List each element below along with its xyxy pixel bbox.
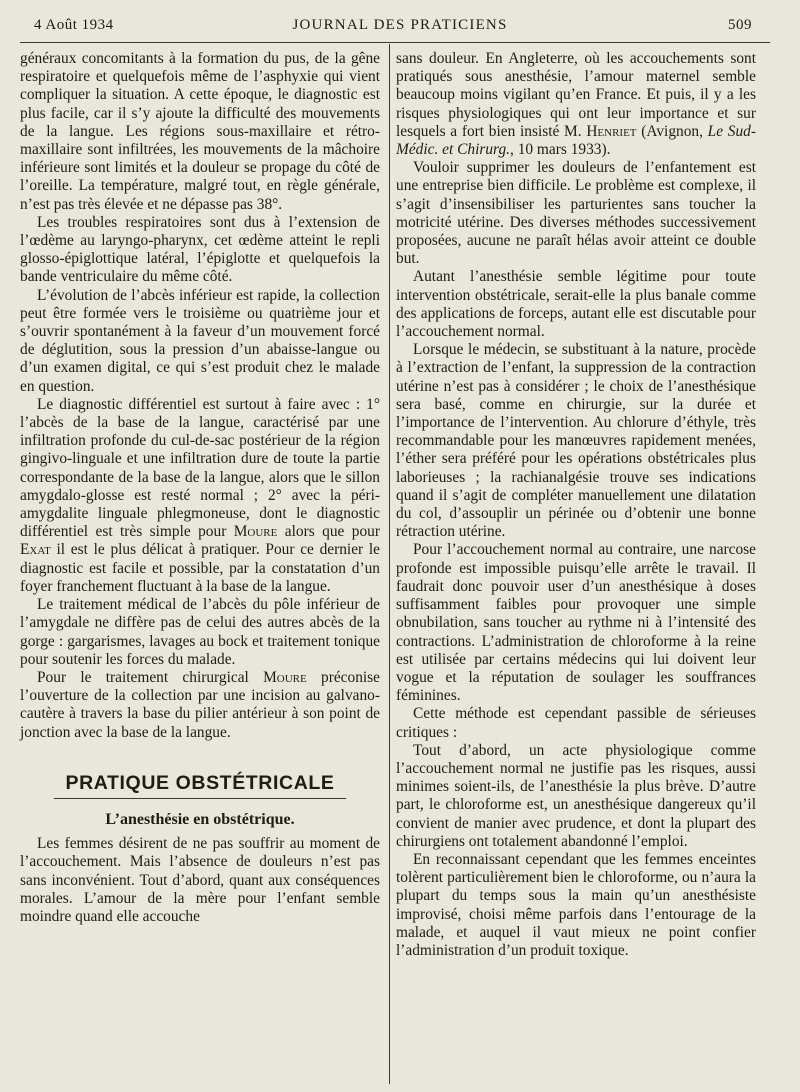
journal-reference: Le Sud-Médic. et Chirurg.: [396, 122, 756, 159]
page-number: 509: [728, 17, 752, 33]
paragraph: Pour l’accouchement normal au contraire, une narcose profonde est impossible puisqu’elle arrête le travail. Il faudrait donc pouvoir user d’un anesthésique à doses suffisamment faibles pour provoquer une simple obnubilation, sans toucher au rythme ni à l’intensité des contractions. L’administration de chloroforme à la reine est utilisée par certains médecins qui lui doivent leur vogue et la réputation de soulager les souffrances féminines.: [396, 541, 756, 705]
text-run: (Avignon,: [636, 122, 708, 140]
text-run: alors que pour: [277, 523, 380, 541]
author-name: Moure: [233, 523, 278, 541]
paragraph: Les femmes désirent de ne pas souffrir au moment de l’accouchement. Mais l’absence de douleurs n’est pas sans inconvénient. Tout d’abord, quant aux conséquences morales. L’amour de la mère pour l’enfant semble moindre quand elle accouche: [20, 835, 380, 925]
column-divider: [389, 44, 390, 1084]
paragraph: Tout d’abord, un acte physiologique comme l’accouchement normal ne justifie pas les risques, aussi minimes soient-ils, de l’anesthésie la plus brève. D’autre part, le chloroforme est, un anesthésique dangereux qu’il convient de manier avec prudence, et dont la plupart des chirurgiens ont totalement abandonné l’emploi.: [396, 741, 756, 850]
author-name: Exat: [20, 541, 51, 559]
paragraph: Autant l’anesthésie semble légitime pour toute intervention obstétricale, serait-elle la plus banale comme des applications de forceps, autant elle est discutable pour l’accouchement normal.: [396, 268, 756, 341]
paragraph: [20, 396, 380, 596]
text-run: Pour le traitement chirurgical: [37, 668, 264, 686]
text-run: sans douleur. En Angleterre, où les accouchements sont pratiqués sous anesthésie, l’amour maternel semble beaucoup moins vigilant qu’en France. Et puis, il y a les risques physiologiques qui ont leur importance et sur lesquels a fort bien insisté M.: [396, 50, 756, 140]
article-title: L’anesthésie en obstétrique.: [105, 810, 295, 828]
paragraph: Lorsque le médecin, se substituant à la nature, procède à l’extraction de l’enfant, la suppression de la contraction utérine n’est pas à considérer ; le choix de l’anesthésique sera basé, comme en chirurgie, sur la durée et l’importance de l’intervention. Au chlorure d’éthyle, très recommandable pour les manœuvres rapidement menées, l’éther sera préféré pour les opérations obstétricales plus laborieuses ; la rachianalgésie trouve ses indications quand il s’agit de compléter manuellement une dilatation du col, d’assouplir un périnée ou d’obtenir une bonne rétraction utérine.: [396, 341, 756, 541]
right-column: [396, 50, 756, 960]
paragraph: Cette méthode est cependant passible de sérieuses critiques :: [396, 705, 756, 741]
paragraph: Les troubles respiratoires sont dus à l’extension de l’œdème au laryngo-pharynx, cet œdème atteint le repli glosso-épiglottique latéral, l’épiglotte et quelquefois la bande ventriculaire du même côté.: [20, 213, 380, 286]
author-name: Henriet: [586, 122, 637, 140]
paragraph: Vouloir supprimer les douleurs de l’enfantement est une entreprise bien difficile. Le problème est complexe, il s’agit d’insensibiliser les parturientes sans toucher la motricité utérine. Des diverses méthodes successivement proposées, aucune ne paraît hélas avoir atteint ce double but.: [396, 159, 756, 268]
paragraph: Le traitement médical de l’abcès du pôle inférieur de l’amygdale ne diffère pas de celui des autres abcès de la gorge : gargarismes, lavages au bock et traitement tonique pour soutenir les forces du malade.: [20, 596, 380, 668]
text-run: il est le plus délicat à pratiquer. Pour ce dernier le diagnostic est facile et possible, par la constatation d’un foyer franchement fluctuant à la base de la langue.: [20, 541, 380, 595]
journal-title: JOURNAL DES PRATICIENS: [292, 17, 508, 33]
paragraph: [396, 50, 756, 159]
text-run: préconise l’ouverture de la collection par une incision au galvano-cautère à travers la base du pilier antérieur à son point de jonction avec la base de la langue.: [20, 668, 380, 741]
running-header: [0, 0, 800, 42]
text-run: , 10 mars 1933).: [510, 141, 611, 159]
section-title: PRATIQUE OBSTÉTRICALE: [65, 771, 335, 794]
header-rule: [20, 42, 770, 43]
issue-date: 4 Août 1934: [34, 17, 114, 33]
paragraph: [20, 669, 380, 742]
left-column: [20, 50, 380, 926]
paragraph: généraux concomitants à la formation du pus, de la gêne respiratoire et quelquefois même de l’asphyxie qui vient compliquer la situation. A cette époque, le diagnostic est plus facile, car il s’y ajoute la difficulté des mouvements de la langue. Les régions sous-maxillaire et rétro-maxillaire sont infiltrées, les mouvements de la mâchoire inférieure sont limités et la douleur se propage du côté de l’oreille. La température, malgré tout, en règle générale, n’est pas très élevée et ne dépasse pas 38°.: [20, 50, 380, 213]
author-name: Moure: [263, 668, 307, 686]
section-rule: [54, 798, 346, 799]
paragraph: En reconnaissant cependant que les femmes enceintes tolèrent particulièrement bien le chloroforme, ou n’aura la plupart du temps sous la main qu’un anesthésiste improvisé, choisi même parfois dans l’entourage de la malade, et auquel il vaut mieux ne point confier l’administration d’un produit toxique.: [396, 850, 756, 959]
paragraph: L’évolution de l’abcès inférieur est rapide, la collection peut être formée vers le troisième ou quatrième jour et s’ouvrir spontanément à la faveur d’un mouvement forcé de déglutition, sous la pression d’un abaisse-langue ou d’un examen digital, ce qui s’est produit chez le malade en question.: [20, 286, 380, 395]
text-run: Le diagnostic différentiel est surtout à faire avec : 1° l’abcès de la base de la langue, caractérisé par une infiltration profonde du cul-de-sac postérieur de la région gingivo-linguale et une infiltration dure de toute la partie correspondante de la base de la langue, alors que le sillon amygdalo-glosse est resté normal ; 2° avec la péri-amygdalite linguale phlegmoneuse, dont le diagnostic différentiel est très simple pour: [20, 395, 380, 541]
